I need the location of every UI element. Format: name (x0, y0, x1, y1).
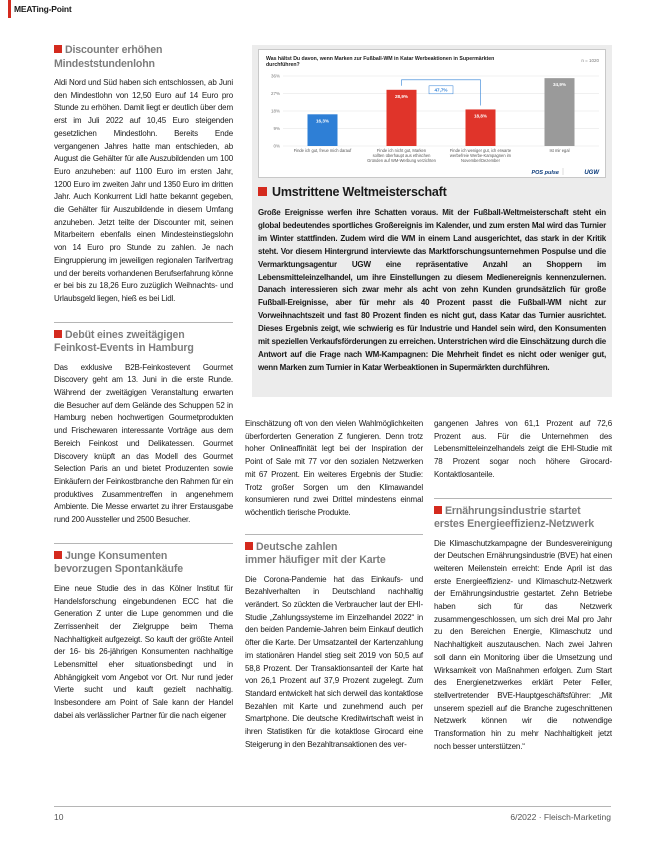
article-body: Die Klimaschutzkampagne der Bundesvereinigung der Deutschen Ernährungsindustrie (BVE) hat einen weiteren Meilenstein erreicht: Ende April ist das erste Energieeffizienz- und Klimaschutz-Netzwerk der Ernährungsindustrie gestartet. Zehn Betriebe haben sich für das Netzwerk zusammengeschlossen, um sich drei Mal pro Jahr zu den Bereichen Energie, Klimaschutz und Nachhaltigkeit auszutauschen. Nach zwei Jahren soll dann ein Monitoring über die Umsetzung und Wirksamkeit von Maßnahmen erfolgen. Zum Start des Energienetzwerkes erklärt Peter Feller, stellvertretender BVE-Hauptgeschäftsführer: „Mit unserem speziell auf die Branche zugeschnittenen Netzwerk können wir die notwendige Transformation hin zu mehr Nachhaltigkeit jetzt noch besser unterstützen.“ (434, 538, 612, 751)
box-body: Große Ereignisse werfen ihre Schatten voraus. Mit der Fußball-Weltmeisterschaft steht ein global bedeutendes sportliches Großereignis im Kalender, und zum ersten Mal wird das Turnier im Winter stattfinden. Zudem wird die WM in einem Land ausgerichtet, das stark in der Kritik steht. Vor diesem Hintergrund interviewte das Marktforschungsunternehmen Pospulse und die Vermarktungsagentur UGW eine repräsentative Anzahl an Shoppern im Lebensmitteleinzelhandel, um ihre Einstellungen zu diesem Medienereignis kennenzulernen. Danach interessieren sich zwar mehr als acht von zehn Kunden grundsätzlich für große Fußball-Ereignisse, aber für mehr als 40 Prozent passt die Fußball-WM nicht zur Vorweihnachtszeit und fast 80 Prozent finden es nicht gut, dass Katar das Turnier ausrichtet. Dieses Ergebnis zeigt, wie schwierig es für Industrie und Handel sein wird, den Konsumenten mit speziellen Verkaufsförderungen zu erreichen. Unterstrichen wird die Einschätzung durch die Antwort auf die Frage nach WM-Kampagnen: Die Mehrheit findet es nicht oder weniger gut, wenn Marken zum Turnier in Katar Werbeaktionen in Supermärkten durchführen. (258, 208, 606, 372)
chart-title-line2: durchführen? (266, 62, 300, 68)
data-label: 18,8% (473, 113, 488, 119)
ugw-logo: UGW (584, 170, 599, 176)
red-square-icon (245, 542, 253, 550)
feature-box (252, 45, 612, 397)
divider (434, 498, 612, 499)
article-body: Einschätzung oft von den vielen Wahlmöglichkeiten überforderten Generation Z fungieren. Denn trotz hoher Onlineaffinität legt bei der Inspiration der Point of Sale mit 77 vor den sozialen Netzwerken mit 67 Prozent. Ein weiteres Ergebnis der Studie: Trotz großer Sorgen um den Klimawandel konsumieren rund zwei Drittel mindestens einmal wöchentlich tierische Produkte. (245, 419, 423, 517)
category-label: November/Dezember (461, 158, 500, 163)
red-square-icon (54, 330, 62, 338)
y-tick-label: 36% (270, 73, 280, 79)
brand-label: MEATing-Point (8, 0, 72, 18)
article-body: Das exklusive B2B-Feinkostevent Gourmet Discovery geht am 13. Juni in die erste Runde. Während der zweitägigen Veranstaltung erwarten die Besucher auf dem Gelände des Schuppen 52 in Hamburg neben hochwertigen Gourmetprodukten und Frischewaren interessante Vorträge aus dem Bereich Feinkost und Delikatessen. Gourmet Discovery knüpft an das Modell des Gourmet Selection Paris an und bietet Produzenten sowie Einkäufern der Feinkostbranche den Rahmen für ein produktives Zusammentreffen in angenehmem Ambiente. Die Messe erwartet zu ihrer Erstausgabe rund 200 Aussteller und 2500 Besucher. (54, 362, 233, 525)
footer-divider (54, 806, 611, 807)
bar (545, 78, 575, 146)
chart-title: Was hältst Du davon, wenn Marken zur Fußball-WM in Katar Werbeaktionen in Supermärkten (266, 56, 495, 62)
section-heading: Ernährungsindustrie startet erstes Energieeffizienz-Netzwerk (434, 504, 595, 531)
article-body: Die Corona-Pandemie hat das Einkaufs- und Bezahlverhalten in Deutschland nachhaltig verändert. So zückten die Verbraucher laut der EHI-Studie „Zahlungssysteme im Einzelhandel 2022“ in den beiden Pandemie-Jahren beim Einkauf deutlich öfter die Karte. Der Umsatzanteil der Kartenzahlung im stationären Handel stieg seit 2019 von 50,5 auf 58,8 Prozent. Der Transaktionsanteil der Karte hat von 26,1 Prozent auf 37,9 Prozent zugelegt. Zum Standard entwickelt hat sich derweil das kontaktlose Bezahlen mit Karte und zunehmend auch per Smartphone. Die deutsche Kreditwirtschaft weist in ihren Statistiken für die kotaktlose Girocard eine Steigerung in den Bezahltransaktionen des ver- (245, 574, 423, 749)
category-label: Finde ich weniger gut, ich erwarte (449, 148, 512, 153)
right-column (434, 418, 612, 753)
section-heading: Deutsche zahlen immer häufiger mit der Karte (245, 540, 386, 567)
bracket-label: 47,7% (434, 87, 448, 93)
category-label: Ist mir egal (549, 148, 570, 153)
chart-svg (259, 50, 607, 179)
divider (245, 534, 423, 535)
category-label: Finde ich gut, freue mich darauf (293, 148, 352, 153)
divider (54, 543, 233, 544)
top-bar (0, 0, 649, 20)
red-square-icon (54, 45, 62, 53)
data-label: 16,3% (315, 118, 330, 124)
red-square-icon (258, 187, 267, 196)
issue-info: 6/2022 · Fleisch-Marketing (510, 812, 611, 822)
data-label: 34,9% (552, 82, 567, 88)
survey-chart (258, 49, 606, 178)
divider (54, 322, 233, 323)
y-tick-label: 27% (270, 91, 280, 96)
category-label: sollten überhaupt aus ethischen (372, 153, 431, 158)
article-body: Aldi Nord und Süd haben sich entschlossen, ab Juni den Mindestlohn von 12,50 Euro auf 14 Euro pro Stunde zu erhöhen. Damit liegt er deutlich über dem erst im Juli 2022 auf 10,45 Euro steigenden gesetzlichen Mindestlohn. Bereits Ende vergangenen Jahres hatte man entschieden, ab August die Gehälter für alle Auszubildenden um 100 Euro anzuheben: auf 1100 Euro im ersten Jahr, 1200 Euro im zweiten Jahr und 1350 Euro im dritten Jahr. Auch Konkurrent Lidl hatte bekannt gegeben, die Gehälter für Auszubildende in diesem Umfang anzuheben. Jetzt teilte der Discounter mit, seinen Mitarbeitern ebenfalls einen Mindesteinstiegslohn von 14 Euro pro Stunde zu zahlen. Je nach Eingruppierung im jeweiligen regionalen Tarifvertrag und der bereits vorhandenen Berufserfahrung könne er bei bis zu 18,26 Euro zuzüglich Weihnachts- und Urlaubsgeld liegen, hieß es bei Lidl. (54, 78, 233, 303)
section-heading: Discounter erhöhen Mindeststundenlohn (54, 44, 163, 70)
box-title: Umstrittene Weltmeisterschaft (258, 185, 447, 199)
page-number: 10 (54, 812, 64, 822)
y-tick-label: 0% (273, 143, 280, 149)
category-label: Gründen auf WM-Werbung verzichten (367, 158, 436, 163)
sample-size: n = 1020 (581, 58, 599, 63)
data-label: 28,9% (394, 93, 409, 99)
section-heading: Junge Konsumenten bevorzugen Spontankäufe (54, 549, 183, 576)
article-body: Eine neue Studie des in das Kölner Institut für Handelsforschung eingebundenen ECC hat die Generation Z unter die Lupe genommen und die Zerrissenheit der Zielgruppe beim Thema Nachhaltigkeit aufgezeigt. So kauft der größte Anteil der 16- bis 26-jährigen Konsumenten nachhaltige Lebensmittel eher situationsbedingt und in Abhängigkeit vom Angebot vor Ort. Nur rund jeder Vierte sucht und kauft gezielt nachhaltig. Insbesondere am Point of Sale kann der Handel dabei als verlässlicher Partner für die nach eigener (54, 583, 233, 720)
category-label: Finde ich nicht gut, Marken (376, 148, 427, 153)
middle-column (245, 418, 423, 751)
section-heading: Debüt eines zweitägigen Feinkost-Events in Hamburg (54, 328, 194, 355)
pospulse-logo: POS pulse (531, 170, 559, 176)
red-square-icon (434, 506, 442, 514)
red-square-icon (54, 551, 62, 559)
y-tick-label: 9% (273, 126, 280, 131)
article-body: gangenen Jahres von 61,1 Prozent auf 72,6 Prozent aus. Für die Unternehmen des Lebensmitteleinzelhandels zeigt die EHI-Studie mit 78 Prozent sogar noch höhere Girocard-Kontaktlosanteile. (434, 419, 612, 479)
left-column (54, 44, 233, 723)
category-label: werbefreie Werbe-Kampagnen im (449, 153, 512, 158)
y-tick-label: 18% (270, 108, 280, 114)
